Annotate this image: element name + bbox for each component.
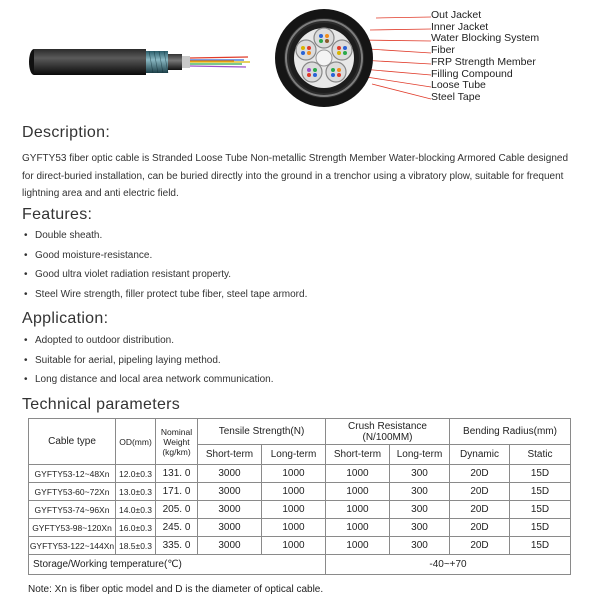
legend-frp-strength-member: FRP Strength Member: [431, 55, 536, 68]
application-heading: Application:: [22, 310, 109, 327]
cell-static: 15D: [510, 501, 571, 519]
features-list: [22, 226, 307, 304]
application-item: • Long distance and local area network communication.: [22, 370, 273, 390]
table-row: [29, 465, 571, 483]
cell-od: 18.5±0.3: [116, 537, 156, 555]
application-list: [22, 331, 273, 390]
cell-dynamic: 20D: [450, 537, 510, 555]
cell-crush-short: 1000: [326, 501, 390, 519]
cell-dynamic: 20D: [450, 465, 510, 483]
header-crush-resistance: Crush Resistance (N/100MM): [326, 419, 450, 445]
cell-cable-type: GYFTY53-12~48Xn: [29, 465, 116, 483]
cell-static: 15D: [510, 483, 571, 501]
header-tensile-long-term: Long-term: [262, 445, 326, 465]
legend-out-jacket: Out Jacket: [431, 9, 482, 21]
cell-tensile-long: 1000: [262, 537, 326, 555]
product-hero: [0, 0, 600, 112]
cell-cable-type: GYFTY53-74~96Xn: [29, 501, 116, 519]
table-row: [29, 537, 571, 555]
cross-section-legend: [431, 10, 539, 104]
cell-weight: 131. 0: [156, 465, 198, 483]
cell-static: 15D: [510, 519, 571, 537]
header-crush-short-term: Short-term: [326, 445, 390, 465]
cell-tensile-short: 3000: [198, 501, 262, 519]
cell-cable-type: GYFTY53-122~144Xn: [29, 537, 116, 555]
cell-od: 14.0±0.3: [116, 501, 156, 519]
cell-tensile-long: 1000: [262, 483, 326, 501]
cell-tensile-short: 3000: [198, 519, 262, 537]
cell-tensile-short: 3000: [198, 465, 262, 483]
cable-side-view-image: [22, 40, 252, 84]
cell-crush-long: 300: [390, 519, 450, 537]
description-heading: Description:: [22, 124, 111, 141]
cell-weight: 335. 0: [156, 537, 198, 555]
header-dynamic: Dynamic: [450, 445, 510, 465]
cell-crush-long: 300: [390, 537, 450, 555]
table-row: [29, 483, 571, 501]
legend-inner-jacket: Inner Jacket: [431, 20, 489, 33]
cell-tensile-long: 1000: [262, 465, 326, 483]
cell-crush-long: 300: [390, 465, 450, 483]
temperature-value: -40~+70: [326, 555, 571, 575]
header-tensile-short-term: Short-term: [198, 445, 262, 465]
feature-item: • Steel Wire strength, filler protect tube fiber, steel tape armord.: [22, 285, 307, 305]
cell-crush-short: 1000: [326, 483, 390, 501]
header-tensile-strength: Tensile Strength(N): [198, 419, 326, 445]
cell-static: 15D: [510, 465, 571, 483]
cell-weight: 245. 0: [156, 519, 198, 537]
cell-od: 16.0±0.3: [116, 519, 156, 537]
technical-parameters-table: [28, 418, 571, 575]
cell-od: 12.0±0.3: [116, 465, 156, 483]
cell-crush-short: 1000: [326, 465, 390, 483]
legend-filling-compound: Filling Compound: [431, 67, 513, 80]
cell-cable-type: GYFTY53-98~120Xn: [29, 519, 116, 537]
header-cable-type: Cable type: [29, 419, 116, 465]
cell-dynamic: 20D: [450, 519, 510, 537]
cell-crush-long: 300: [390, 483, 450, 501]
cell-tensile-long: 1000: [262, 519, 326, 537]
header-bending-radius: Bending Radius(mm): [450, 419, 571, 445]
temperature-row: [29, 555, 571, 575]
application-item: • Adopted to outdoor distribution.: [22, 331, 273, 351]
feature-item: • Good moisture-resistance.: [22, 246, 307, 266]
legend-steel-tape: Steel Tape: [431, 90, 481, 103]
cell-tensile-short: 3000: [198, 483, 262, 501]
cell-static: 15D: [510, 537, 571, 555]
table-row: [29, 519, 571, 537]
legend-loose-tube: Loose Tube: [431, 79, 486, 92]
table-row: [29, 501, 571, 519]
cell-dynamic: 20D: [450, 483, 510, 501]
cell-dynamic: 20D: [450, 501, 510, 519]
feature-item: • Double sheath.: [22, 226, 307, 246]
technical-heading: Technical parameters: [22, 396, 181, 413]
cell-tensile-long: 1000: [262, 501, 326, 519]
features-heading: Features:: [22, 206, 93, 223]
cell-weight: 205. 0: [156, 501, 198, 519]
cell-weight: 171. 0: [156, 483, 198, 501]
cell-cable-type: GYFTY53-60~72Xn: [29, 483, 116, 501]
table-note: Note: Xn is fiber optic model and D is the diameter of optical cable.: [28, 584, 324, 595]
cable-cross-section-image: [268, 4, 434, 110]
cell-od: 13.0±0.3: [116, 483, 156, 501]
cell-crush-long: 300: [390, 501, 450, 519]
legend-fiber: Fiber: [431, 44, 455, 57]
header-nominal-weight: Nominal Weight (kg/km): [156, 419, 198, 465]
feature-item: • Good ultra violet radiation resistant property.: [22, 265, 307, 285]
description-text: GYFTY53 fiber optic cable is Stranded Loose Tube Non-metallic Strength Member Water-blocking Armored Cable designed for direct-buried installation, can be buried directly into the ground in a trenchor using a vibratory plow, suitable for frequent lightning area and anti electric field.: [22, 153, 569, 199]
legend-water-blocking: Water Blocking System: [431, 32, 540, 45]
header-static: Static: [510, 445, 571, 465]
application-item: • Suitable for aerial, pipeling laying method.: [22, 351, 273, 371]
cell-crush-short: 1000: [326, 519, 390, 537]
header-crush-long-term: Long-term: [390, 445, 450, 465]
header-od: OD(mm): [116, 419, 156, 465]
cell-tensile-short: 3000: [198, 537, 262, 555]
temperature-label: Storage/Working temperature(℃): [29, 555, 326, 575]
cell-crush-short: 1000: [326, 537, 390, 555]
